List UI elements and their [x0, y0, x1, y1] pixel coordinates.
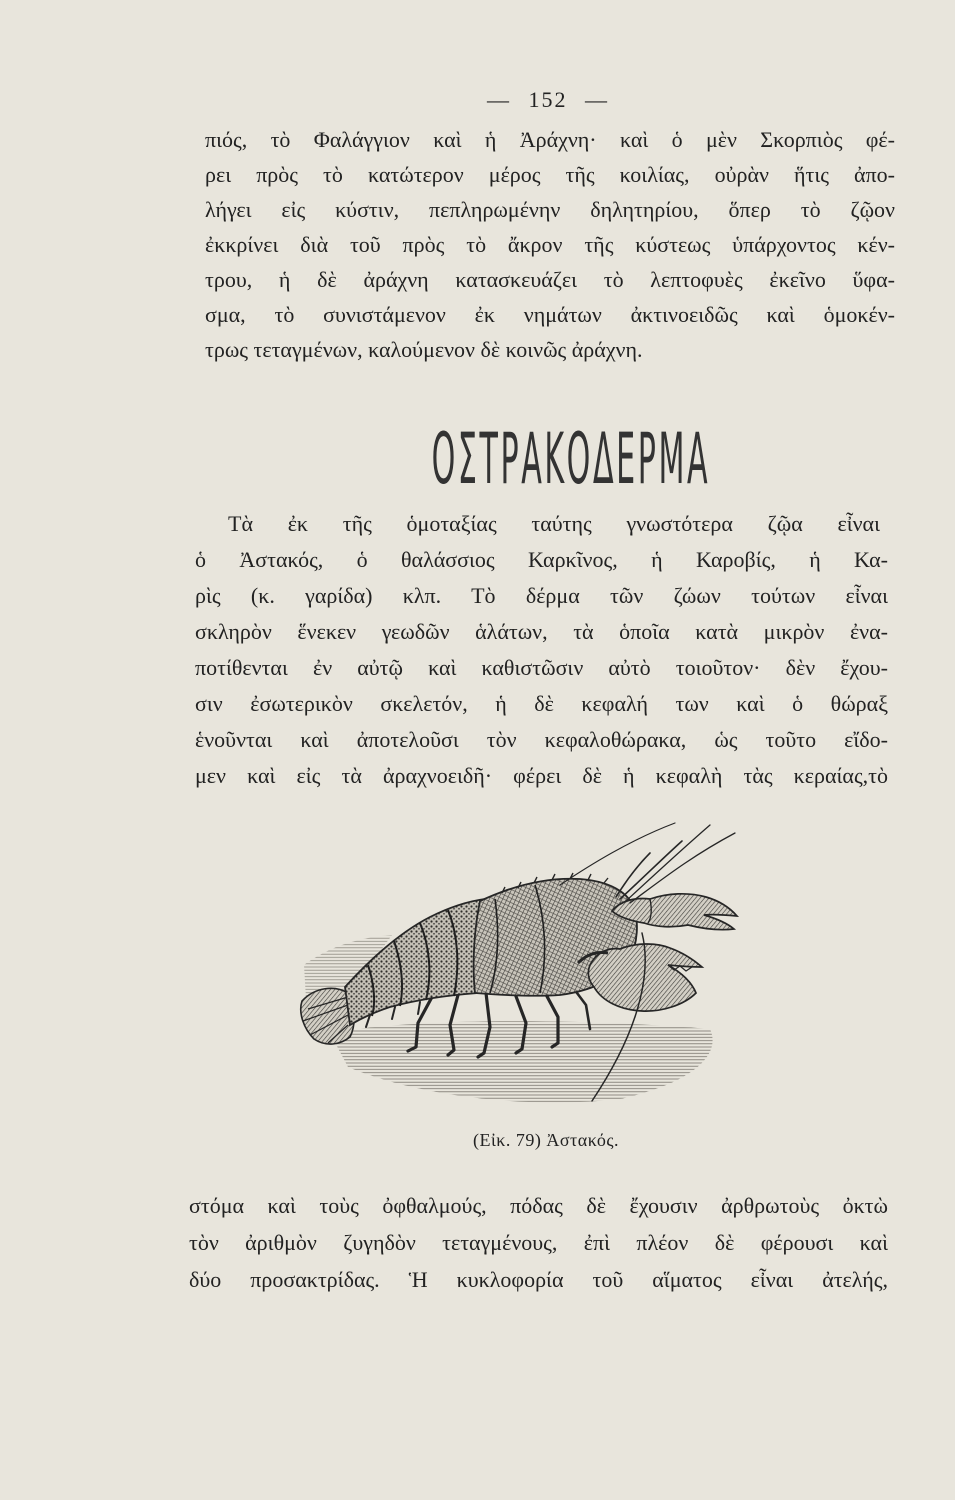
lobster-illustration [290, 815, 750, 1110]
text-line: τρου, ἡ δὲ ἀράχνη κατασκευάζει τὸ λεπτοφυὲς ἐκεῖνο ὕφα- [205, 267, 895, 292]
section-heading-text: ΟΣΤΡΑΚΟΔΕΡΜΑ [431, 418, 711, 500]
text-line: δύο προσακτρίδας. Ἡ κυκλοφορία τοῦ αἵματος εἶναι ἀτελής, [189, 1267, 888, 1292]
text-line: ρὶς (κ. γαρίδα) κλπ. Τὸ δέρμα τῶν ζώων τούτων εἶναι [195, 583, 888, 608]
text-line: σιν ἐσωτερικὸν σκελετόν, ἡ δὲ κεφαλή των καὶ ὁ θώραξ [195, 691, 888, 716]
paragraph [205, 122, 895, 367]
paragraph [195, 506, 888, 794]
text-line: τρως τεταγμένων, καλούμενον δὲ κοινῶς ἀράχνη. [205, 337, 643, 362]
text-line: σκληρὸν ἕνεκεν γεωδῶν ἁλάτων, τὰ ὁποῖα κατὰ μικρὸν ἐνα- [195, 619, 888, 644]
section-heading [171, 418, 955, 500]
text-line: ἑνοῦνται καὶ ἀποτελοῦσι τὸν κεφαλοθώρακα, ὡς τοῦτο εἴδο- [195, 727, 888, 752]
paragraph [189, 1187, 888, 1298]
text-line: ρει πρὸς τὸ κατώτερον μέρος τῆς κοιλίας, οὐρὰν ἥτις ἀπο- [205, 162, 895, 187]
text-line: σμα, τὸ συνιστάμενον ἐκ νημάτων ἀκτινοειδῶς καὶ ὁμοκέν- [205, 302, 895, 327]
page-number: — 152 — [487, 87, 609, 112]
text-line: Τὰ ἐκ τῆς ὁμοταξίας ταύτης γνωστότερα ζῷα εἶναι [228, 511, 880, 536]
figure-caption: (Εἰκ. 79) Ἀστακός. [472, 1130, 620, 1150]
text-line: ποτίθενται ἐν αὐτῷ καὶ καθιστῶσιν αὐτὸ τοιοῦτον· δὲν ἔχου- [195, 655, 888, 680]
text-line: πιός, τὸ Φαλάγγιον καὶ ἡ Ἀράχνη· καὶ ὁ μὲν Σκορπιὸς φέ- [205, 127, 895, 152]
text-line: τὸν ἀριθμὸν ζυγηδὸν τεταγμένους, ἐπὶ πλέον δὲ φέρουσι καὶ [189, 1230, 888, 1255]
text-line: μεν καὶ εἰς τὰ ἀραχνοειδῆ· φέρει δὲ ἡ κεφαλὴ τὰς κεραίας,τὸ [195, 763, 888, 788]
text-line: ἐκκρίνει διὰ τοῦ πρὸς τὸ ἄκρον τῆς κύστεως ὑπάρχοντος κέν- [205, 232, 895, 257]
text-line: στόμα καὶ τοὺς ὀφθαλμούς, πόδας δὲ ἔχουσιν ἀρθρωτοὺς ὀκτὼ [189, 1193, 888, 1218]
text-line: ὁ Ἀστακός, ὁ θαλάσσιος Καρκῖνος, ἡ Καροβίς, ἡ Κα- [195, 547, 888, 572]
text-line: λήγει εἰς κύστιν, πεπληρωμένην δηλητηρίου, ὅπερ τὸ ζῷον [205, 197, 895, 222]
